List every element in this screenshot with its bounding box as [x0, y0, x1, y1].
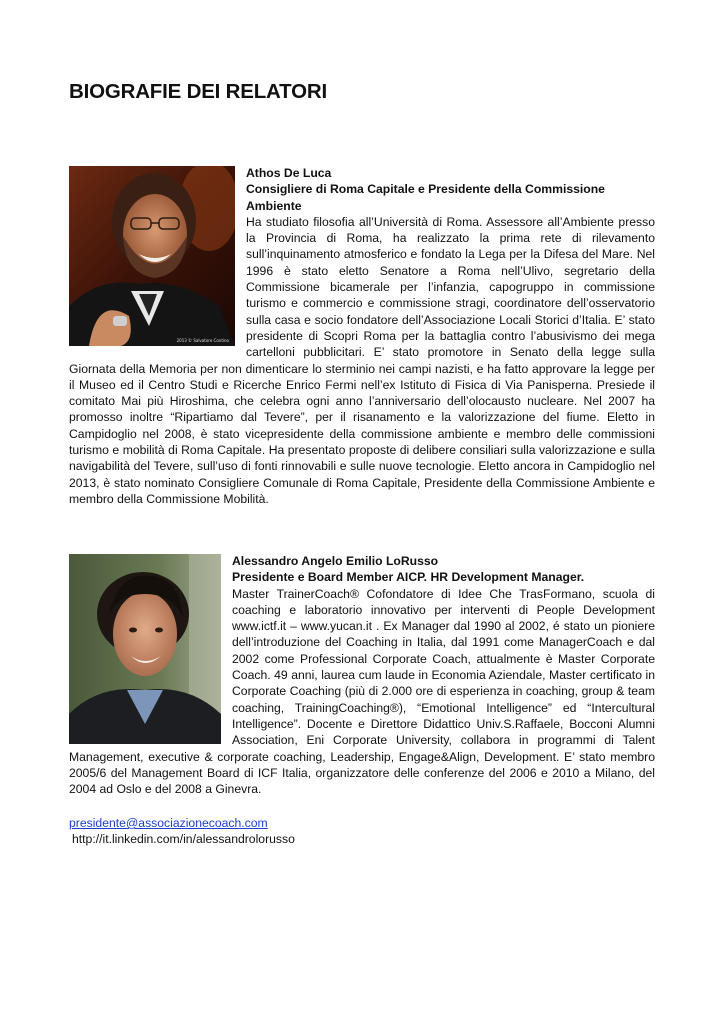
speaker-bio-alessandro-lorusso: [69, 553, 655, 797]
speaker-role: Consigliere di Roma Capitale e Presidente della Commissione Ambiente: [246, 182, 605, 213]
portrait-illustration: [69, 554, 221, 744]
speaker-contacts: [69, 815, 295, 848]
portrait-illustration: [69, 166, 235, 346]
photo-credit: 2013 © Salvatore Contino: [176, 338, 229, 343]
speaker-photo-athos-de-luca: [69, 166, 235, 346]
linkedin-url: http://it.linkedin.com/in/alessandrolorusso: [72, 832, 295, 847]
speaker-bio-athos-de-luca: [69, 165, 655, 507]
speaker-photo-alessandro-lorusso: [69, 554, 221, 744]
speaker-role: Presidente e Board Member AICP. HR Development Manager.: [232, 570, 585, 585]
email-link[interactable]: presidente@associazionecoach.com: [69, 816, 268, 830]
speaker-biography: Master TrainerCoach® Cofondatore di Idee Che TrasFormano, scuola di coaching e laboratorio innovativo per interventi di People Development www.ictf.it – www.yucan.it . Ex Manager dal 1990 al 2002, é stato un pioniere dell’introduzione del Coaching in Italia, dal 1991 come ManagerCoach e dal 2002 come Professional Corporate Coach, attualmente è Master Corporate Coach. 49 anni, laurea cum laude in Economia Aziendale, Master certificato in Corporate Coaching (più di 2.000 ore di esperienza in coaching, group & team coaching, TrainingCoaching®), “Emotional Intelligence” ed “Intercultural Intelligence”. Docente e Direttore Didattico Univ.S.Raffaele, Bocconi Alumni Association, Eni Corporate University, collabora in programmi di Talent Management, executive & corporate coaching, Leadership, Engage&Align, Development. E’ stato membro 2005/6 del Management Board di ICF Italia, organizzatore delle conferenze del 2006 e 2010 a Milano, del 2004 ad Oslo e del 2008 a Ginevra.: [69, 586, 655, 797]
speaker-biography: Ha studiato filosofia all’Università di Roma. Assessore all’Ambiente presso la Provincia di Roma, ha realizzato la prima rete di rilevamento sull’inquinamento atmosferico e fondato la Lega per la Difesa del Mare. Nel 1996 è stato eletto Senatore a Roma nell’Ulivo, segretario della Commissione bicamerale per l’infanzia, capogruppo in commissione turismo e commercio e commissione stragi, coordinatore dell’osservatorio sulla casa e socio fondatore dell’Associazione Locali Storici d’Italia. E’ stato presidente di Scopri Roma per la battaglia contro l’abusivismo dei mega cartelloni pubblicitari. E’ stato promotore in Senato della legge sulla Giornata della Memoria per non dimenticare lo sterminio nei campi nazisti, e ha fatto approvare la legge per il Museo ed il Centro Studi e Ricerche Enrico Fermi nell’ex Istituto di Fisica di Via Panisperna. Presiede il comitato Mai più Hiroshima, che celebra ogni anno l’anniversario dell’olocausto nucleare. Nel 2007 ha promosso inoltre “Ripartiamo dal Tevere”, per il risanamento e la valorizzazione del fiume. Eletto in Campidoglio nel 2008, è stato vicepresidente della commissione ambiente e membro delle commissioni turismo e mobilità di Roma Capitale. Ha presentato proposte di delibere consiliari sulla valorizzazione e sulla navigabilità del Tevere, sull’uso di fonti rinnovabili e sulle nuove tecnologie. Eletto ancora in Campidoglio nel 2013, è stato nominato Consigliere Comunale di Roma Capitale, Presidente della Commissione Ambiente e membro della Commissione Mobilità.: [69, 214, 655, 506]
speaker-name: Athos De Luca: [246, 166, 332, 180]
page-title: BIOGRAFIE DEI RELATORI: [69, 80, 327, 103]
speaker-name: Alessandro Angelo Emilio LoRusso: [232, 554, 439, 568]
